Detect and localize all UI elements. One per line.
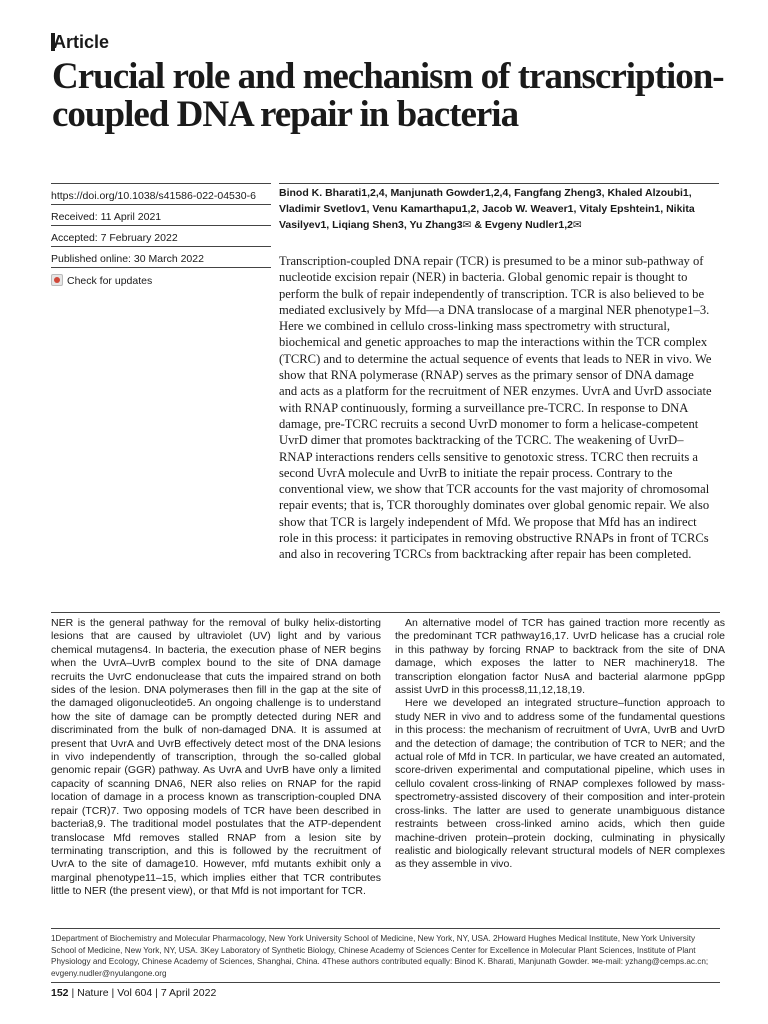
affiliation-footnotes: 1Department of Biochemistry and Molecular Pharmacology, New York University School of Medicine, New York, NY, USA. 2Howard Hughes Medical Institute, New York University School of Medicine, New York, NY, USA. 3Key Laboratory of Synthetic Biology, Chinese Academy of Sciences Center for Excellence in Molecular Plant Sciences, Institute of Plant Physiology and Ecology, Chinese Academy of Sciences, Shanghai, China. 4These authors contributed equally: Binod K. Bharati, Manjunath Gowder. ✉e-mail: yzhang@cemps.ac.cn; evgeny.nudler@nyulangone.org (51, 934, 709, 978)
journal-name: Nature (77, 987, 109, 999)
volume: Vol 604 (117, 987, 153, 999)
received-date: Received: 11 April 2021 (51, 204, 271, 224)
check-updates-label: Check for updates (67, 275, 153, 287)
check-updates-icon (51, 274, 63, 286)
article-type-label: Article (53, 32, 110, 52)
page-number: 152 (51, 987, 69, 999)
abstract: Transcription-coupled DNA repair (TCR) is presumed to be a minor sub-pathway of nucleotide excision repair (NER) in bacteria. Global genomic repair is thought to perform the bulk of repair independently of transcription. TCR is also believed to be mediated exclusively by Mfd—a DNA translocase of a marginal NER phenotype1–3. Here we combined in cellulo cross-linking mass spectrometry with structural, biochemical and genetic approaches to map the interactions within the TCR complex (TCRC) and to determine the actual sequence of events that leads to NER in vivo. We show that RNA polymerase (RNAP) serves as the primary sensor of DNA damage and acts as a platform for the recruitment of NER enzymes. UvrA and UvrD associate with RNAP continuously, forming a surveillance pre-TCRC. In response to DNA damage, pre-TCRC recruits a second UvrD monomer to form a helicase-competent UvrD dimer that promotes backtracking of the TCRC. The weakening of UvrD–RNAP interactions renders cells sensitive to genotoxic stress. TCRC then recruits a second UvrA molecule and UvrB to initiate the repair process. Contrary to the conventional view, we show that TCR accounts for the vast majority of chromosomal repair events; that is, TCR thoroughly dominates over global genomic repair. We also show that TCR is largely independent of Mfd. We propose that Mfd has an indirect role in this process: it participates in removing obstructive RNAPs in front of TCRCs and also in recovering TCRCs from backtracking after repair has been completed. (279, 254, 712, 562)
page-footer: 152 | Nature | Vol 604 | 7 April 2022 (51, 987, 217, 999)
article-title: Crucial role and mechanism of transcription-coupled DNA repair in bacteria (52, 56, 724, 135)
doi-link[interactable]: https://doi.org/10.1038/s41586-022-04530-6 (51, 183, 271, 203)
check-updates-button[interactable] (51, 267, 271, 288)
issue-date: 7 April 2022 (160, 987, 217, 999)
author-list: Binod K. Bharati1,2,4, Manjunath Gowder1,2,4, Fangfang Zheng3, Khaled Alzoubi1, Vladimir Svetlov1, Venu Kamarthapu1,2, Jacob W. Weaver1, Vitaly Epshtein1, Nikita Vasilyev1, Liqiang Shen3, Yu Zhang3✉ & Evgeny Nudler1,2✉ (279, 183, 719, 233)
body-column-right (395, 617, 725, 872)
accepted-date: Accepted: 7 February 2022 (51, 225, 271, 245)
section-divider (51, 612, 720, 613)
footnote-divider (51, 928, 720, 929)
body-paragraph: NER is the general pathway for the removal of bulky helix-distorting lesions that are caused by ultraviolet (UV) light and by various chemical mutagens4. In bacteria, the execution phase of NER begins when the UvrA–UvrB complex bound to the site of DNA damage recruits the UvrC endonuclease that cuts the impaired strand on both sides of the lesion. DNA polymerases then fill in the gap at the site of the damaged oligonucleotide5. An ongoing challenge is to understand how the site of damage can be promptly detected during NER and discriminated from the bulk of non-damaged DNA. It is assumed at present that UvrA and UvrB effectively detect most of the DNA lesions in vivo independently of transcription, through the so-called global genomic repair (GGR) pathway. As UvrA and UvrB have only a limited capacity of scanning DNA6, NER also relies on RNAP for the rapid location of damage in a process known as transcription-coupled DNA repair (TCR)7. Two opposing models of TCR have been described in bacteria8,9. The traditional model postulates that the ATP-dependent translocase Mfd removes stalled RNAP from a lesion site by terminating transcription, and this is followed by the recruitment of UvrA to the site of damage10. However, mfd mutants exhibit only a marginal phenotype11–15, which implies either that TCR contributes little to NER (the present view), or that Mfd is not important for TCR. (51, 617, 381, 898)
body-column-left (51, 617, 381, 899)
published-date: Published online: 30 March 2022 (51, 246, 271, 266)
footer-divider (51, 982, 720, 983)
body-paragraph: Here we developed an integrated structure–function approach to study NER in vivo and to address some of the fundamental questions in this process: the mechanism of recruitment of UvrA, UvrB and UvrD and the detection of damage; the contribution of TCR to NER; and the actual role of Mfd in TCR. In particular, we have created an automated, score-driven experimental and computational pipeline, which uses in cellulo covalent cross-linking of RNAP complexes followed by mass-spectrometry-assisted discovery of their composition and inter-protein cross-links. The latter are used to generate unambiguous distance restraints between cross-linked amino acids, which then guide machine-driven protein–protein docking, culminating in physically realistic and biologically relevant structural models of NER complexes as they assemble in vivo. (395, 697, 725, 871)
body-paragraph: An alternative model of TCR has gained traction more recently as the predominant TCR pathway16,17. UvrD helicase has a crucial role in this pathway by forcing RNAP to backtrack from the site of DNA damage, which exposes the latter to NER machinery18. The transcription elongation factor NusA and bacterial alarmone ppGpp assist UvrD in this process8,11,12,18,19. (395, 617, 725, 697)
